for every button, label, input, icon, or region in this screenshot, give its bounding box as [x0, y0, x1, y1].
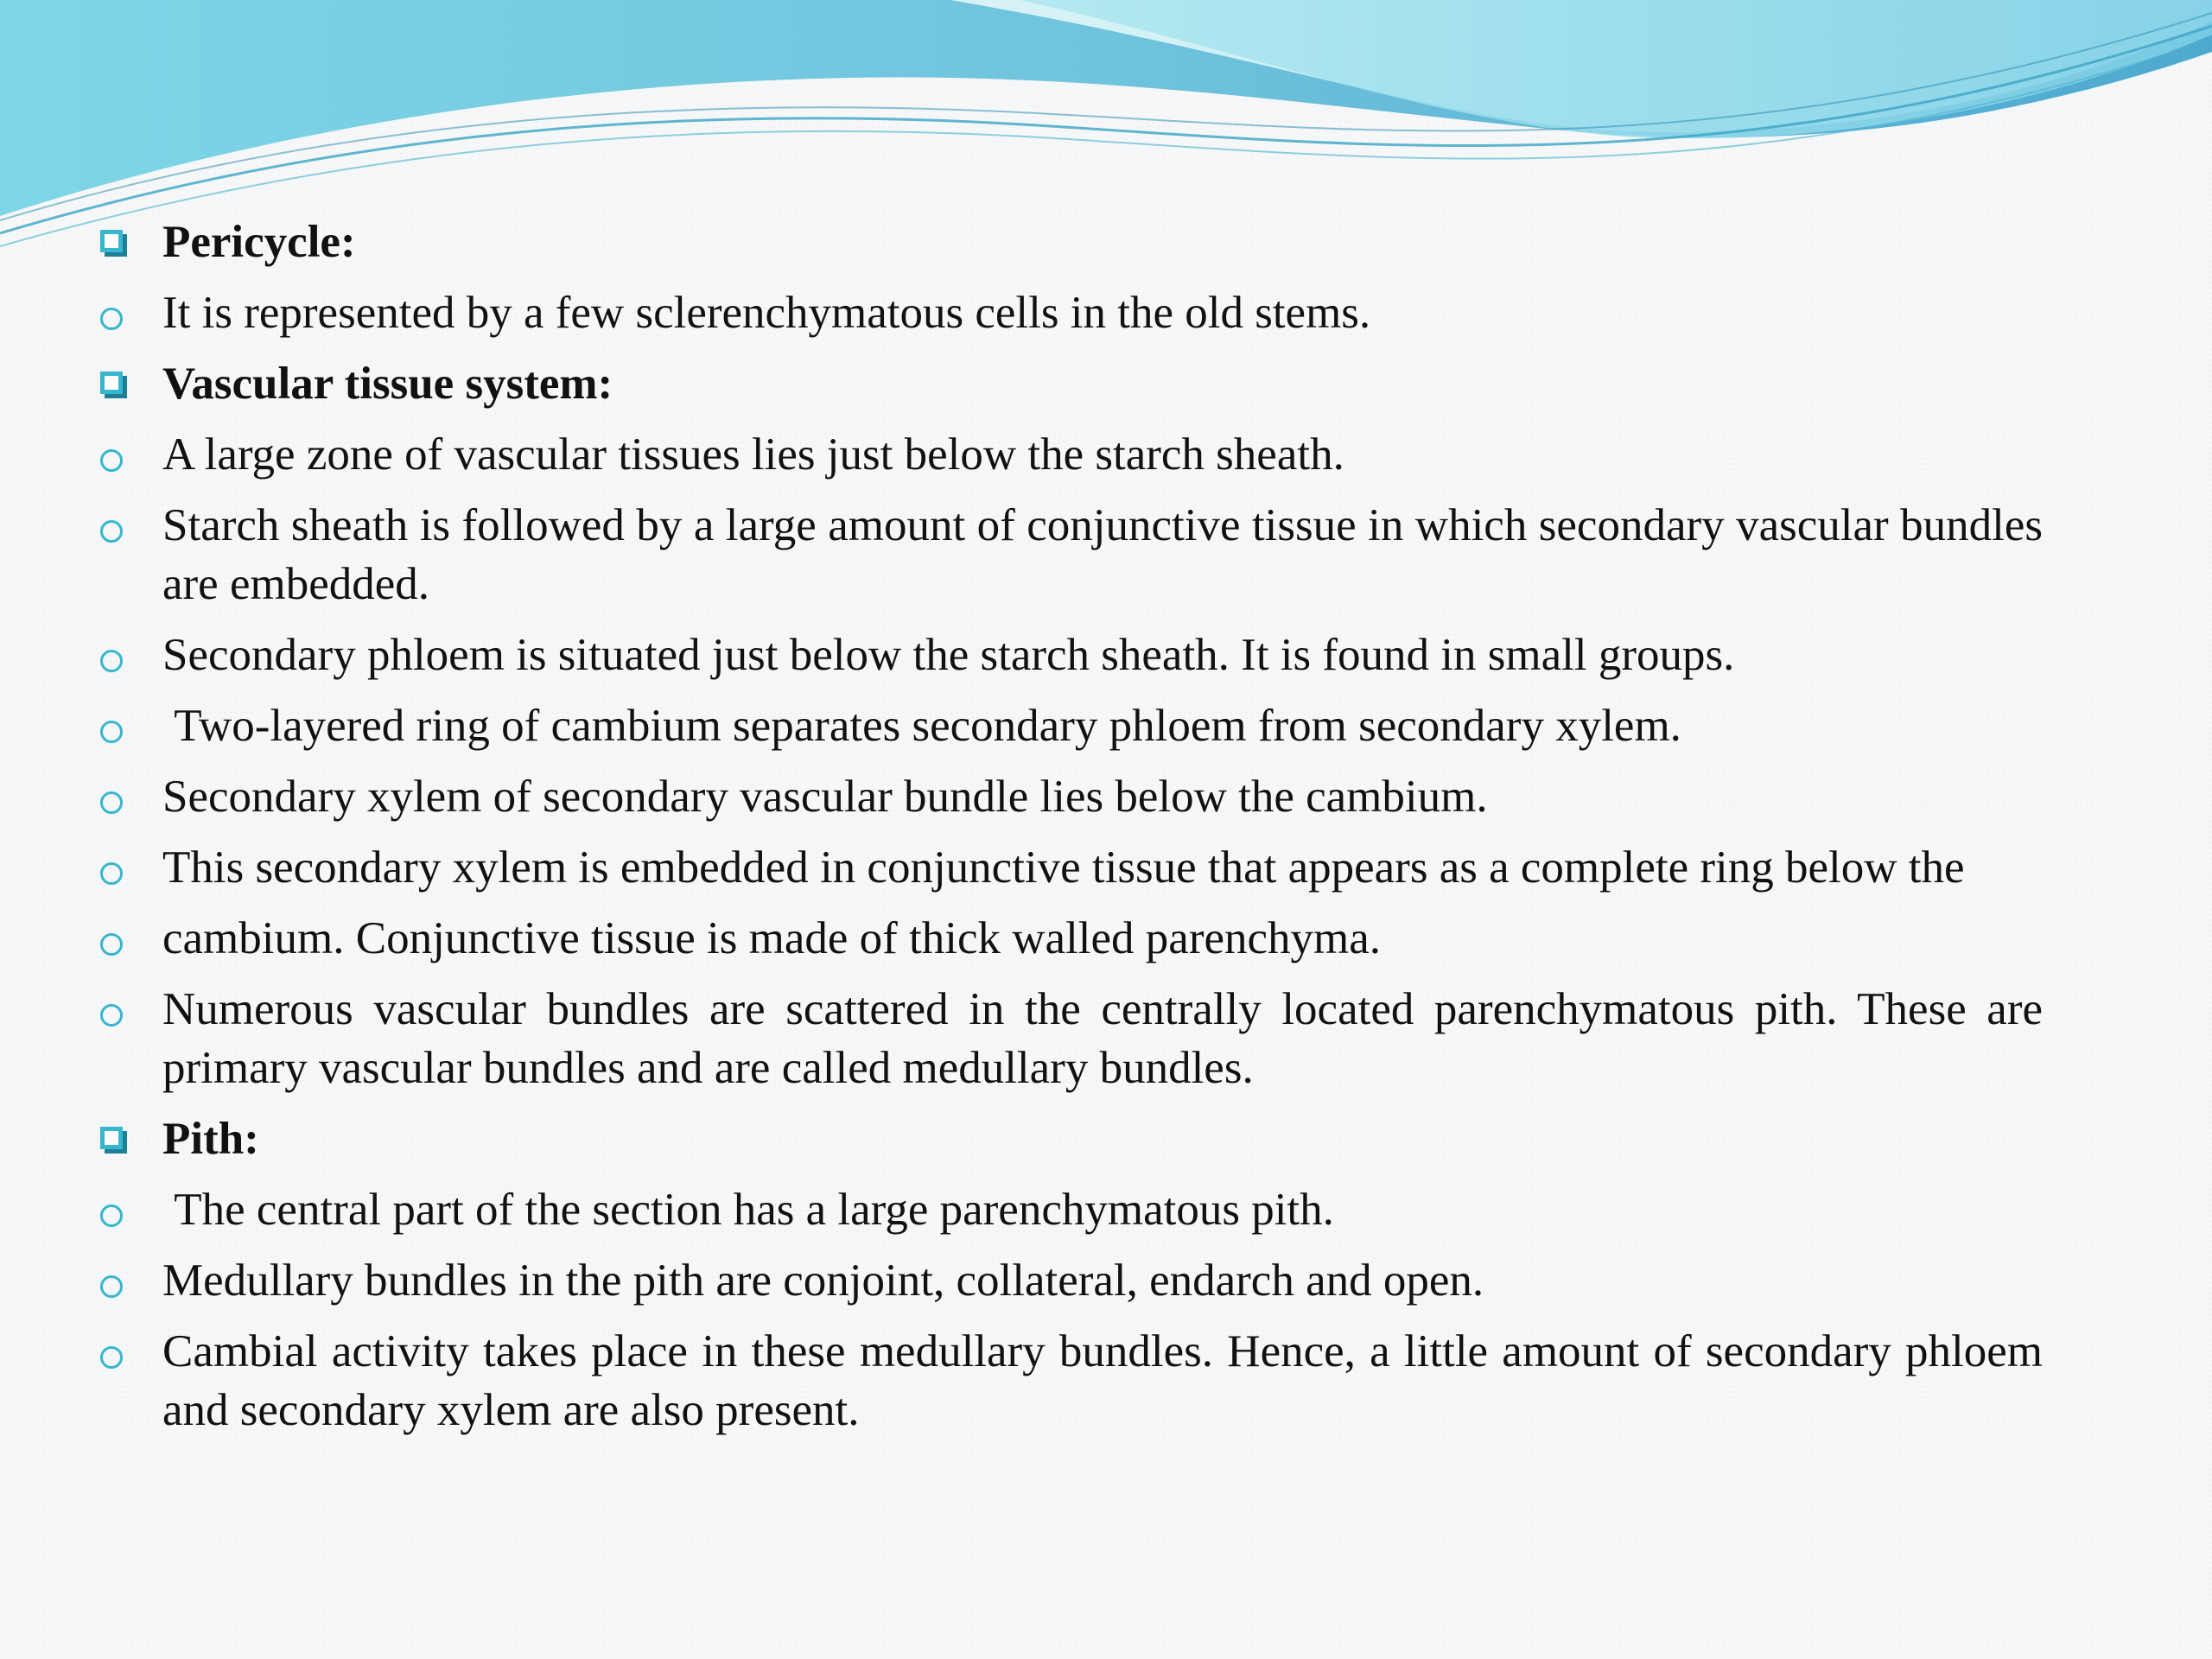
list-item [93, 283, 2043, 342]
circle-bullet [93, 767, 162, 826]
square-bullet [93, 1109, 162, 1168]
bullet-text: Cambial activity takes place in these medullary bundles. Hence, a little amount of secondary phloem and secondary xylem are also present. [162, 1326, 2043, 1435]
section-heading: Pith: [162, 1114, 259, 1164]
circle-bullet [93, 496, 162, 555]
circle-bullet [93, 980, 162, 1039]
square-bullet-icon [100, 1127, 123, 1149]
circle-bullet [93, 1322, 162, 1381]
circle-bullet-icon [100, 1004, 123, 1027]
circle-bullet [93, 1251, 162, 1310]
section-heading: Vascular tissue system: [162, 359, 613, 409]
circle-bullet-icon [100, 933, 123, 956]
circle-bullet-icon [100, 650, 123, 672]
list-item [93, 1180, 2043, 1239]
circle-bullet-icon [100, 449, 123, 472]
circle-bullet [93, 838, 162, 897]
heading-pith [93, 1109, 2043, 1168]
list-item [93, 909, 2043, 968]
square-bullet-icon [100, 372, 123, 394]
heading-vascular-tissue-system [93, 354, 2043, 413]
circle-bullet [93, 626, 162, 684]
list-item [93, 1251, 2043, 1310]
bullet-text: The central part of the section has a large parenchymatous pith. [162, 1185, 1334, 1235]
list-item [93, 425, 2043, 484]
slide-content [93, 213, 2043, 1452]
bullet-text: It is represented by a few sclerenchymatous cells in the old stems. [162, 288, 1371, 338]
circle-bullet-icon [100, 791, 123, 814]
bullet-text: cambium. Conjunctive tissue is made of thick walled parenchyma. [162, 913, 1382, 963]
circle-bullet-icon [100, 721, 123, 743]
square-bullet [93, 354, 162, 413]
circle-bullet-icon [100, 1205, 123, 1227]
bullet-text: Secondary phloem is situated just below the starch sheath. It is found in small groups. [162, 630, 1735, 680]
bullet-text: Secondary xylem of secondary vascular bundle lies below the cambium. [162, 772, 1488, 822]
circle-bullet-icon [100, 308, 123, 330]
bullet-text: Medullary bundles in the pith are conjoint, collateral, endarch and open. [162, 1255, 1484, 1306]
circle-bullet [93, 283, 162, 342]
list-item [93, 696, 2043, 755]
circle-bullet-icon [100, 1275, 123, 1298]
heading-pericycle [93, 213, 2043, 271]
circle-bullet [93, 1180, 162, 1239]
circle-bullet-icon [100, 520, 123, 543]
list-item [93, 838, 2043, 897]
bullet-text: A large zone of vascular tissues lies just below the starch sheath. [162, 429, 1344, 480]
circle-bullet [93, 425, 162, 484]
bullet-text: This secondary xylem is embedded in conjunctive tissue that appears as a complete ring below the [162, 842, 1965, 893]
square-bullet-icon [100, 230, 123, 252]
section-heading: Pericycle: [162, 217, 356, 267]
list-item [93, 626, 2043, 684]
square-bullet [93, 213, 162, 271]
list-item [93, 1322, 2043, 1440]
bullet-text: Two-layered ring of cambium separates secondary phloem from secondary xylem. [162, 701, 1681, 751]
list-item [93, 496, 2043, 613]
circle-bullet-icon [100, 1346, 123, 1369]
list-item [93, 767, 2043, 826]
bullet-text: Numerous vascular bundles are scattered in the centrally located parenchymatous pith. These are primary vascular bundles and are called medullary bundles. [162, 984, 2043, 1093]
circle-bullet [93, 696, 162, 755]
circle-bullet-icon [100, 862, 123, 885]
bullet-text: Starch sheath is followed by a large amount of conjunctive tissue in which secondary vascular bundles are embedded. [162, 500, 2043, 609]
circle-bullet [93, 909, 162, 968]
list-item [93, 980, 2043, 1097]
